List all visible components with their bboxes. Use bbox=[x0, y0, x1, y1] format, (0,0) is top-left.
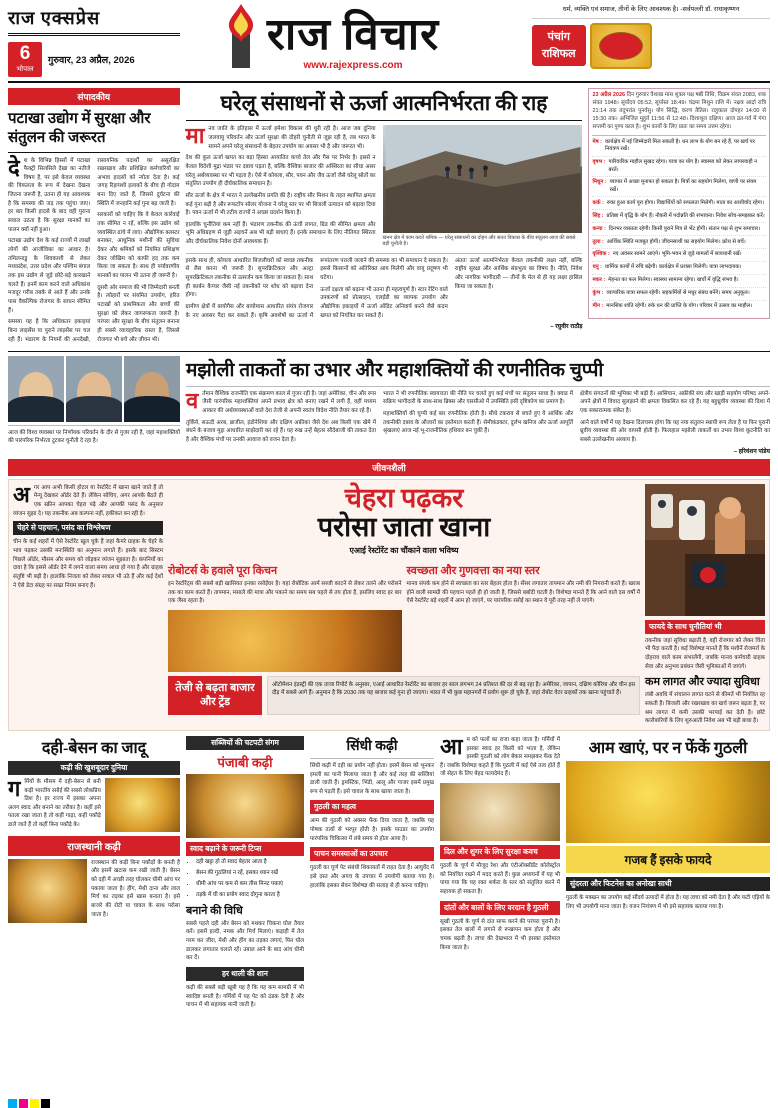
lead-continued bbox=[186, 257, 583, 321]
flame-logo-icon bbox=[218, 4, 264, 70]
food-body-1-text: र्मियों के मौसम में दही-बेसन से बनी कढ़ी भारतीय रसोई की सबसे लोकप्रिय डिश है। हर राज्य में इसका अपना अलग स्वाद और बनाने का तरीका है। कहीं इसे पतला रखा जाता है तो कहीं गाढ़ा, कहीं पकौड़े डाले जाते हैं तो कहीं बिना पकौड़े के। bbox=[8, 778, 101, 829]
mango-dropcap: आ bbox=[440, 733, 463, 759]
punjabi-kadhi-photo bbox=[186, 774, 304, 838]
robot-photo-art bbox=[645, 484, 765, 616]
lifestyle-col-a bbox=[168, 560, 402, 672]
panchang-label: पंचांग bbox=[547, 31, 570, 44]
food-tips-list bbox=[196, 858, 304, 900]
lifestyle-market-box: ऑटोमेशन इंडस्ट्री की एक ताजा रिपोर्ट के अनुसार, एआई आधारित रेस्टोरेंट का बाजार हर साल लगभग 24 प्रतिशत की दर से बढ़ रहा है। अमेरिका, जापान, दक्षिण कोरिया और चीन इस दौड़ में सबसे आगे हैं। अनुमान है कि 2030 तक यह बाजार कई गुना हो जाएगा। भारत में भी कुछ महानगरों में प्रयोग शुरू हो चुके हैं, जहां रोबोट वेटर ग्राहकों तक खाना पहुंचाते हैं। bbox=[267, 676, 640, 716]
lead-story-column bbox=[186, 88, 583, 346]
lead-photo bbox=[383, 125, 583, 233]
feature-para-1: र्तमान वैश्विक राजनीति एक संक्रमण काल से गुजर रही है। जहां अमेरिका, चीन और रूस जैसी पारंपरिक महाशक्तियां अपने प्रभाव क्षेत्र को बनाए रखने में लगी हैं, वहीं मध्यम आकार की अर्थव्यवस्थाओं वाले देश तेजी से अपनी स्वतंत्र विदेश नीति तैयार कर रहे हैं। bbox=[202, 390, 376, 414]
food-col1-row2 bbox=[8, 859, 180, 923]
editorial-para-2: पटाखा उद्योग देश के कई राज्यों में लाखों लोगों की आजीविका का आधार है। तमिलनाडु के शिवकाशी से लेकर मध्यप्रदेश, उत्तर प्रदेश और पश्चिम बंगाल तक इस उद्योग से जुड़े छोटे-बड़े कारखाने चलते हैं। इनमें काम करने वाले अधिकांश मजदूर गरीब तबके से आते हैं और उनके पास वैकल्पिक रोजगार के साधन सीमित हैं। bbox=[8, 238, 91, 314]
tip-item: • दही खट्टा हो तो स्वाद बेहतर आता है bbox=[196, 858, 304, 867]
divider bbox=[8, 152, 180, 153]
divider bbox=[8, 425, 180, 426]
lead-right-col bbox=[383, 125, 583, 250]
leaders-photo bbox=[8, 356, 180, 422]
feature-para-5: क्षेत्रीय संगठनों की भूमिका भी बढ़ी है। आसियान, अफ्रीकी संघ और खाड़ी सहयोग परिषद अपने-अपने क्षेत्रों में विवाद सुलझाने की क्षमता विकसित कर रहे हैं। यह बहुध्रुवीय व्यवस्था की दिशा में एक सकारात्मक संकेत है। bbox=[580, 390, 770, 414]
beauty-head: सुंदरता और फिटनेस का अनोखा साथी bbox=[566, 877, 770, 891]
food-tips-head: स्वाद बढ़ाने के जरूरी टिप्स bbox=[186, 842, 304, 856]
feature-para-6: आने वाले वर्षों में यह देखना दिलचस्प होगा कि यह नया संतुलन स्थायी रूप लेता है या फिर पुरानी ध्रुवीय व्यवस्था की ओर वापसी होती है। फिलहाल मझोली ताकतों का उभार विश्व कूटनीति का सबसे उल्लेखनीय अध्याय है। bbox=[580, 419, 770, 443]
masthead-center bbox=[180, 6, 526, 77]
lead-para-8: अंततः ऊर्जा आत्मनिर्भरता केवल तकनीकी लक्ष्य नहीं, बल्कि राष्ट्रीय सुरक्षा और आर्थिक संप्रभुता का विषय है। नीति, निवेश और नागरिक भागीदारी — तीनों के मेल से ही यह लक्ष्य हासिल किया जा सकता है। bbox=[454, 257, 583, 290]
food-section bbox=[8, 733, 770, 1010]
tip-item: • तड़के में घी का प्रयोग स्वाद दोगुना करता है bbox=[196, 891, 304, 900]
lifestyle-mid-head-2: स्वच्छता और गुणवत्ता का नया स्तर bbox=[406, 564, 540, 577]
lead-para-2: देश की कुल ऊर्जा खपत का बड़ा हिस्सा आयातित कच्चे तेल और गैस पर निर्भर है। इससे न केवल विदेशी मुद्रा भंडार पर दबाव पड़ता है, बल्कि वैश्विक बाजार की अस्थिरता का सीधा असर घरेलू अर्थव्यवस्था पर भी पड़ता है। ऐसे में कोयला, सौर, पवन और जैव ऊर्जा जैसे घरेलू स्रोतों का संतुलित उपयोग ही दीर्घकालिक समाधान है। bbox=[185, 155, 376, 188]
main-grid bbox=[8, 88, 770, 346]
rashi-row: मकर : मेहनत का फल मिलेगा। स्वास्थ्य सामान्य रहेगा। खर्चों में वृद्धि संभव है। bbox=[592, 277, 766, 287]
mango-intro-text: म को फलों का राजा कहा जाता है। गर्मियों में इसका स्वाद हर किसी को भाता है, लेकिन इसकी गुठली को लोग बेकार समझकर फेंक देते हैं। जबकि विशेषज्ञ कहते हैं कि गुठली में कई ऐसे तत्व होते हैं जो सेहत के लिए बेहद फायदेमंद हैं। bbox=[440, 736, 560, 778]
lead-headline: घरेलू संसाधनों से ऊर्जा आत्मनिर्भरता की राह bbox=[220, 91, 548, 115]
lifestyle-right-head: फायदे के साथ चुनौतियां भी bbox=[645, 620, 765, 634]
divider bbox=[592, 135, 766, 136]
rashi-row: वृषभ : पारिवारिक माहौल सुखद रहेगा। यात्रा का योग है। स्वास्थ्य को लेकर लापरवाही न बरतें। bbox=[592, 159, 766, 177]
food-note-body: कढ़ी की सबसे बड़ी खूबी यह है कि यह कम सामग्री में भी स्वादिष्ट बनती है। गर्मियों में यह पेट को ठंडक देती है और पाचन में भी सहायक मानी जाती है। bbox=[186, 984, 304, 1009]
lifestyle-right-body-1: तकनीक जहां सुविधा बढ़ाती है, वहीं रोजगार को लेकर चिंता भी पैदा करती है। कई विशेषज्ञ मानते हैं कि मशीनें रोजमर्रा के दोहराव वाले काम संभालेंगी, जबकि मानव कर्मचारी ग्राहक सेवा और अनुभव प्रबंधन जैसी भूमिकाओं में जाएंगे। bbox=[645, 637, 765, 670]
food-title-1: दही-बेसन का जादू bbox=[41, 739, 147, 757]
food-sub-1: राजस्थानी कढ़ी bbox=[8, 836, 180, 856]
heart-sugar-body: गुठली के चूर्ण में मौजूद रेशा और एंटीऑक्सीडेंट कोलेस्ट्रॉल को नियंत्रित रखने में मदद करते हैं। कुछ अध्ययनों में यह भी पाया गया कि यह रक्त शर्करा के स्तर को संतुलित करने में सहायक हो सकता है। bbox=[440, 863, 560, 896]
masthead-rule bbox=[8, 33, 180, 36]
lead-para-5: इसके साथ ही, कोयला आधारित बिजलीघरों को स्वच्छ तकनीक से लैस करना भी जरूरी है। सुपरक्रिटिकल और अल्ट्रा सुपरक्रिटिकल तकनीक से उत्सर्जन कम किया जा सकता है। साथ ही कार्बन कैप्चर जैसी नई तकनीकों पर शोध को बढ़ावा देना होगा। bbox=[185, 257, 314, 299]
publication-name: राज एक्सप्रेस bbox=[8, 8, 101, 28]
panchang-block bbox=[532, 23, 770, 69]
digestion-head: पाचन समस्याओं का उपचार bbox=[310, 847, 434, 861]
editorial-para-1: श के विभिन्न हिस्सों में पटाखा फैक्ट्री सिलसिले देखा का नतीजे विषय है, पर इसे केवल व्यवस्था की विफलता के रूप में देखना देखना जितना जरूरी है, उतना ही यह आवश्यक है कि समस्या की जड़ तक पहुंचा जाए। हर बार किसी हादसे के बाद वही पुराना सवाल उठता है कि सुरक्षा मानकों का पालन क्यों नहीं हुआ। bbox=[8, 157, 91, 233]
lifestyle-right bbox=[645, 484, 765, 726]
rashi-row: मेष : कार्यक्षेत्र में नई जिम्मेदारी मिल सकती है। धन लाभ के योग बन रहे हैं, पर खर्च पर नियंत्रण रखें। bbox=[592, 139, 766, 157]
editorial-para-5: दूसरी ओर समाज की भी जिम्मेदारी बनती है। त्योहारों पर संयमित उपयोग, हरित पटाखों को प्राथमिकता और बच्चों की सुरक्षा को लेकर जागरूकता जरूरी है। परंपरा और सुरक्षा के बीच संतुलन बनाना ही सबसे व्यावहारिक रास्ता है, जिससे रोजगार भी बचे और जीवन भी। bbox=[97, 284, 180, 343]
food-col1-row bbox=[8, 775, 180, 833]
lifestyle-col-b bbox=[407, 560, 641, 672]
editorial-dropcap: दे bbox=[8, 154, 20, 180]
panchang-rail bbox=[588, 88, 770, 346]
seed-head: गुठली का महत्व bbox=[310, 800, 434, 814]
robot-restaurant-photo bbox=[645, 484, 765, 616]
feature-caption: आज की विश्व व्यवस्था पर निर्णायक परिवर्तन के दौर से गुजर रही है, जहां महाशक्तियों की पारंपरिक निर्भरता टूटकर चुनौती दे रहा है। bbox=[8, 429, 180, 445]
lifestyle-intro-text: गर आप अभी किसी होटल या रेस्टोरेंट में खाना खाने जाते हैं तो मेन्यू देखकर ऑर्डर देते हैं। लेकिन सोचिए, अगर आपके बैठते ही एक स्क्रीन आपका चेहरा पढ़े और आपकी पसंद के अनुसार व्यंजन सुझा दे। यह तकनीक अब कल्पना नहीं, हकीकत बन रही है। bbox=[13, 484, 163, 517]
lead-photo-art bbox=[383, 125, 583, 233]
mango-photo bbox=[566, 761, 770, 843]
editorial-headline: पटाखा उद्योग में सुरक्षा और संतुलन की जरूरत bbox=[8, 111, 151, 146]
food-col-3 bbox=[310, 736, 434, 1010]
feature-byline: – हरिवंशन पांडेय bbox=[733, 448, 770, 455]
panchang-box bbox=[588, 88, 770, 319]
feature-text-col bbox=[186, 356, 770, 455]
rashifal-list bbox=[592, 139, 766, 313]
mango-seed-photo bbox=[440, 783, 560, 841]
rajasthani-kadhi-photo bbox=[8, 859, 87, 923]
rashi-row: कुंभ : व्यापारिक यात्रा सफल रहेगी। सहकर्मियों से मधुर संबंध बनेंगे। समय अनुकूल। bbox=[592, 290, 766, 300]
lead-body-wrap bbox=[186, 125, 583, 250]
lifestyle-mid-body-1: इन रेस्टोरेंट्स की सबसे बड़ी खासियत इनका रसोईघर है। यहां रोबोटिक आर्म सब्जी काटने से लेकर तलने और परोसने तक का काम करते हैं। तापमान, मसाले की मात्रा और पकाने का समय सब पहले से तय होता है, इसलिए स्वाद हर बार एक जैसा रहता है। bbox=[168, 580, 402, 605]
lifestyle-center-grid bbox=[168, 560, 640, 672]
lifestyle-subtitle: एआई रेस्टोरेंट का चौंकाने वाला भविष्य bbox=[349, 545, 459, 555]
mango-intro bbox=[440, 733, 560, 779]
rashi-row: कर्क : रुका हुआ कार्य पूरा होगा। विद्यार्थियों को सफलता मिलेगी। माता का आशीर्वाद रहेगा। bbox=[592, 200, 766, 210]
lead-byline: – रघुवीर राठौड़ bbox=[550, 324, 583, 331]
food-title-2: पंजाबी कढ़ी bbox=[217, 754, 273, 770]
masthead-left bbox=[8, 6, 180, 77]
editorial-tag: संपादकीय bbox=[8, 88, 180, 105]
rashi-row: धनु : धार्मिक कार्यों में रुचि बढ़ेगी। कार्यक्षेत्र में प्रशंसा मिलेगी। यात्रा लाभदायक। bbox=[592, 264, 766, 274]
rashi-row: तुला : आर्थिक स्थिति मजबूत होगी। जीवनसाथी का सहयोग मिलेगा। क्रोध से बचें। bbox=[592, 239, 766, 249]
panchang-buttons[interactable] bbox=[532, 25, 586, 66]
divider bbox=[186, 253, 583, 254]
seed-body: आम की गुठली को अक्सर फेंक दिया जाता है, जबकि यह पोषक तत्वों से भरपूर होती है। इसके पाउडर का उपयोग पारंपरिक चिकित्सा में लंबे समय से होता आया है। bbox=[310, 818, 434, 842]
mango-title: आम खाएं, पर न फेंकें गुठली bbox=[588, 739, 748, 757]
lead-dropcap: मा bbox=[185, 123, 205, 149]
tip-item: • बेसन की गुठलियां न रहें, इसका ध्यान रखें bbox=[196, 869, 304, 878]
editorial-para-3: समस्या यह है कि अधिकतर इकाइयां बिना लाइसेंस या पुराने लाइसेंस पर चल रही हैं। भंडारण के नियमों की अनदेखी, रासायनिक पदार्थों का असुरक्षित रखरखाव और प्रशिक्षित कर्मचारियों का अभाव हादसों को न्योता देता है। कई जगह रिहायशी इलाकों के बीच ही गोदाम बना दिए जाते हैं, जिससे दुर्घटना की स्थिति में जनहानि कई गुना बढ़ जाती है। bbox=[8, 157, 180, 343]
lifestyle-intro bbox=[13, 481, 163, 519]
teeth-hair-head: दांतों और बालों के लिए वरदान है गुठली bbox=[440, 901, 560, 915]
issue-date: गुरुवार, 23 अप्रैल, 2026 bbox=[48, 55, 135, 66]
lead-para-1: नव जाति के इतिहास में ऊर्जा हमेशा विकास की धुरी रही है। आज जब दुनिया जलवायु परिवर्तन और ऊर्जा सुरक्षा की दोहरी चुनौती से जूझ रही है, तब भारत के सामने अपने घरेलू संसाधनों के बेहतर उपयोग का अवसर भी है और जरूरत भी। bbox=[208, 126, 376, 150]
lifestyle-right-body-2: लंबी अवधि में संचालन लागत घटने से कीमतें भी नियंत्रित रह सकती हैं। बिजली और रखरखाव का खर्च जरूर बढ़ता है, पर श्रम लागत में कमी उसकी भरपाई कर देती है। छोटे कारोबारियों के लिए शुरुआती निवेश अब भी बड़ी बाधा है। bbox=[645, 692, 765, 725]
masthead-quote: धर्म, व्यक्ति एवं समाज, तीनों के लिए आवश्यक है। -सर्वपल्ली डॉ. राधाकृष्णन bbox=[532, 6, 770, 19]
beauty-body: गुठली के मक्खन का उपयोग कई सौंदर्य उत्पादों में होता है। यह त्वचा को नमी देता है और फटी एड़ियों के लिए भी उपयोगी माना जाता है। वजन नियंत्रण में भी इसे सहायक बताया गया है। bbox=[566, 894, 770, 910]
rashi-row: वृश्चिक : नए अवसर सामने आएंगे। भूमि-भवन से जुड़े मामलों में सावधानी रखें। bbox=[592, 251, 766, 261]
lifestyle-note-row bbox=[168, 676, 640, 716]
panchang-emblem-icon bbox=[590, 23, 652, 69]
food-col-5 bbox=[566, 736, 770, 1010]
food-img-wrap-2 bbox=[8, 859, 87, 923]
food-photo bbox=[168, 610, 402, 672]
editorial-para-4: सरकारों को चाहिए कि वे केवल कार्रवाई तक सीमित न रहें, बल्कि इस उद्योग को व्यवस्थित ढांचे में लाएं। औद्योगिक क्लस्टर बनाकर, आधुनिक मशीनों की सुविधा देकर और श्रमिकों को नियमित प्रशिक्षण देकर जोखिम को काफी हद तक कम किया जा सकता है। साथ ही पर्यावरणीय मानकों का पालन भी उतना ही जरूरी है। bbox=[97, 212, 180, 280]
lead-left-col bbox=[186, 125, 376, 250]
masthead-right bbox=[526, 6, 770, 77]
food-body-2: राजस्थान की कढ़ी बिना पकौड़ों के बनती है और इसमें खटास कम रखी जाती है। बेसन को दही में अच्छी तरह घोलकर धीमी आंच पर पकाया जाता है। हींग, मेथी दाना और लाल मिर्च का तड़का इसे खास बनाता है। इसे बाजरे की रोटी या चावल के साथ परोसा जाता है। bbox=[91, 859, 180, 918]
lead-photo-caption: खनन क्षेत्र में काम करते श्रमिक — घरेलू संसाधनों का दोहन और सतत विकास के बीच संतुलन आज की सबसे बड़ी चुनौती है। bbox=[382, 235, 576, 248]
rashi-row: कन्या : दिनभर व्यस्तता रहेगी। किसी पुराने मित्र से भेंट होगी। संतान पक्ष से शुभ समाचार। bbox=[592, 226, 766, 236]
lead-para-6: ग्रामीण क्षेत्रों में बायोगैस और बायोमास आधारित संयंत्र रोजगार के नए अवसर पैदा कर सकते हैं। कृषि अवशेषों का ऊर्जा में रूपांतरण पराली जलाने की समस्या का भी समाधान दे सकता है। इससे किसानों को अतिरिक्त आय मिलेगी और वायु प्रदूषण भी घटेगा। bbox=[185, 257, 448, 319]
feature-para-2: तुर्किये, सऊदी अरब, ब्राजील, इंडोनेशिया और दक्षिण अफ्रीका जैसे देश अब किसी एक खेमे में बंधने के बजाय मुद्दा आधारित साझेदारी कर रहे हैं। यह रुख उन्हें बेहतर सौदेबाजी की ताकत देता है और वैश्विक मंचों पर उनकी आवाज को वजन देता है। bbox=[186, 419, 376, 443]
date-box bbox=[8, 42, 42, 77]
masthead bbox=[8, 6, 770, 83]
teeth-hair-body: सूखी गुठली के चूर्ण से दांत साफ करने की परंपरा पुरानी है। इसका तेल बालों में लगाने से रूखापन कम होता है और चमक बढ़ती है। त्वचा की देखभाल में भी इसका इस्तेमाल किया जाता है। bbox=[440, 918, 560, 951]
leader-photo-1 bbox=[8, 356, 64, 422]
cmyk-registration-marks bbox=[8, 1099, 50, 1108]
divider bbox=[186, 120, 583, 121]
food-method-head: बनाने की विधि bbox=[186, 904, 243, 917]
food-body-3: सिंधी कढ़ी में दही का प्रयोग नहीं होता। इसमें बेसन को भूनकर इमली का पानी मिलाया जाता है और कई तरह की सब्जियां डाली जाती हैं। ड्रमस्टिक, भिंडी, आलू और गाजर इसमें प्रमुख रूप से पड़ती हैं। इसे चावल के साथ खाया जाता है। bbox=[310, 762, 434, 795]
food-col-1 bbox=[8, 736, 180, 1010]
lifestyle-left bbox=[13, 481, 163, 726]
lifestyle-note-red: तेजी से बढ़ता बाजार और ट्रेंड bbox=[168, 676, 262, 716]
mango-benefits-badge: गजब हैं इसके फायदे bbox=[566, 846, 770, 873]
rashi-row: मीन : मानसिक शांति रहेगी। रुके धन की प्राप्ति के योग। परिवार में उत्सव का माहौल। bbox=[592, 303, 753, 310]
food-col-4 bbox=[440, 733, 560, 1010]
rashi-row: मिथुन : व्यापार में अच्छा मुनाफा हो सकता है। मित्रों का सहयोग मिलेगा, वाणी पर संयम रखें। bbox=[592, 179, 766, 197]
lifestyle-center bbox=[168, 484, 640, 726]
divider bbox=[186, 386, 770, 387]
leader-photo-3 bbox=[124, 356, 180, 422]
editorial-body bbox=[8, 154, 180, 346]
rashi-row: सिंह : प्रतिष्ठा में वृद्धि के योग हैं। नौकरी में पदोन्नति की संभावना। निवेश सोच-समझकर करें। bbox=[592, 213, 766, 223]
feature-photo-col bbox=[8, 356, 180, 455]
kadhi-photo bbox=[105, 778, 180, 832]
rashifal-label: राशिफल bbox=[542, 47, 576, 60]
feature-dropcap: व bbox=[186, 387, 199, 413]
food-dropcap-1: ग bbox=[8, 775, 21, 801]
lead-para-7: ऊर्जा दक्षता को बढ़ाना भी उतना ही महत्वपूर्ण है। स्टार रेटिंग वाले उपकरणों को प्रोत्साहन, एलईडी का व्यापक उपयोग और औद्योगिक इकाइयों में ऊर्जा ऑडिट अनिवार्य करने जैसे कदम खपत को नियंत्रित कर सकते हैं। bbox=[320, 286, 448, 319]
lifestyle-right-head-2: कम लागत और ज्यादा सुविधा bbox=[645, 676, 760, 689]
feature-para-3: भारत ने भी रणनीतिक स्वायत्तता की नीति पर चलते हुए कई मंचों पर संतुलन साधा है। क्वाड में सक्रिय भागीदारी के साथ-साथ ब्रिक्स और एससीओ में उपस्थिति इसी दृष्टिकोण का प्रमाण है। bbox=[383, 390, 573, 406]
food-bar-1: कढ़ी की खुशबूदार दुनिया bbox=[8, 761, 180, 775]
page-number: 6 bbox=[19, 43, 31, 64]
divider bbox=[310, 758, 434, 759]
panchang-details: 23 अप्रैल 2026 दिन गुरुवार वैशाख मास शुक्ल पक्ष षष्ठी तिथि, विक्रम संवत 2083, शक संवत 1948। सूर्योदय 05:52, सूर्यास्त 18:49। चंद्रमा मिथुन राशि में। नक्षत्र आर्द्रा रात्रि 21:14 तक तदुपरांत पुनर्वसु। योग सिद्धि, करण तैतिल। राहुकाल दोपहर 14:00 से 15:30 तक। अभिजित मुहूर्त 11:56 से 12:48। दिशाशूल दक्षिण। आज व्रत-पर्व में गंगा सप्तमी का पुण्य काल है। शुभ कार्यों के लिए प्रातः का समय उत्तम रहेगा। bbox=[592, 92, 766, 130]
page-title: राज विचार bbox=[266, 10, 440, 59]
lead-para-3: सौर ऊर्जा के क्षेत्र में भारत ने उल्लेखनीय प्रगति की है। राष्ट्रीय सौर मिशन के तहत स्थापित क्षमता कई गुना बढ़ी है और रूफटॉप सोलर योजना ने घरेलू स्तर पर भी बिजली उत्पादन को बढ़ावा दिया है। पवन ऊर्जा में भी तटीय राज्यों ने अच्छा प्रदर्शन किया है। bbox=[185, 192, 376, 217]
food-note-head: हर थाली की शान bbox=[186, 967, 304, 981]
lifestyle-left-body: चीन के कई शहरों में ऐसे रेस्टोरेंट खुल चुके हैं जहां कैमरे ग्राहक के चेहरे के भाव पढ़कर उसकी मनःस्थिति का अनुमान लगाते हैं। इसके बाद सिस्टम पिछले ऑर्डर, मौसम और समय को जोड़कर व्यंजन सुझाता है। कंपनियों का दावा है कि इससे ऑर्डर देने में लगने वाला समय आधा हो गया है और ग्राहक संतुष्टि भी बढ़ी है। हालांकि निजता को लेकर सवाल भी उठे हैं और कई देशों ने ऐसे डेटा संग्रह पर सख्त नियम बनाए हैं। bbox=[13, 539, 163, 589]
edition-city: भोपाल bbox=[16, 66, 34, 73]
food-col-2 bbox=[186, 736, 304, 1010]
lifestyle-title-2: परोसा जाता खाना bbox=[317, 511, 491, 542]
lifestyle-band bbox=[8, 479, 770, 731]
feature-para-4: महाशक्तियों की चुप्पी कई बार रणनीतिक होती है। सीधे टकराव से बचते हुए वे आर्थिक और तकनीकी दबाव के औजारों का इस्तेमाल करती हैं। सेमीकंडक्टर, दुर्लभ खनिज और ऊर्जा आपूर्ति श्रृंखलाएं आज नई भू-राजनीतिक हथियार बन चुकी हैं। bbox=[383, 410, 573, 435]
food-method-body: सबसे पहले दही और बेसन को मथकर चिकना घोल तैयार करें। इसमें हल्दी, नमक और मिर्च मिलाएं। कड़ाही में तेल गरम कर जीरा, मेथी और हींग का तड़का लगाएं, फिर घोल डालकर लगातार चलाते रहें। उबाल आने के बाद आंच धीमी कर दें। bbox=[186, 920, 304, 962]
feature-band bbox=[8, 351, 770, 455]
food-img-wrap-1 bbox=[105, 778, 180, 833]
food-title-3: सिंधी कढ़ी bbox=[346, 738, 398, 754]
lifestyle-dropcap: अ bbox=[13, 481, 30, 507]
food-bar-2: सब्जियों की चटपटी संगम bbox=[186, 736, 304, 750]
lifestyle-title-1: चेहरा पढ़कर bbox=[344, 482, 464, 513]
feature-body bbox=[186, 387, 770, 445]
heart-sugar-head: दिल और शुगर के लिए सुरक्षा कवच bbox=[440, 845, 560, 859]
food-body-1 bbox=[8, 775, 101, 833]
lead-para-4: हालांकि चुनौतियां कम नहीं हैं। भंडारण तकनीक की ऊंची लागत, ग्रिड की सीमित क्षमता और भूमि अधिग्रहण से जुड़ी अड़चनें अब भी बड़ी बाधाएं हैं। इनके समाधान के लिए नीतिगत स्थिरता और दीर्घकालिक निवेश दोनों आवश्यक हैं। bbox=[185, 221, 376, 246]
lifestyle-tag: जीवनशैली bbox=[8, 459, 770, 476]
website-url[interactable]: www.rajexpress.com bbox=[303, 60, 403, 71]
lifestyle-mid-head-1: रोबोटर्स के हवाले पूरा किचन bbox=[168, 564, 278, 577]
editorial-column bbox=[8, 88, 180, 346]
leader-photo-2 bbox=[66, 356, 122, 422]
tip-item: • धीमी आंच पर कम से कम तीस मिनट पकाएं bbox=[196, 880, 304, 889]
digestion-body: गुठली का चूर्ण पेट संबंधी शिकायतों में राहत देता है। आयुर्वेद में इसे दस्त और अपच के उपचार में उपयोगी बताया गया है। हालांकि इसका सेवन विशेषज्ञ की सलाह से ही करना चाहिए। bbox=[310, 865, 434, 889]
feature-headline: मझोली ताकतों का उभार और महाशक्तियों की रणनीतिक चुप्पी bbox=[186, 359, 604, 381]
dateline bbox=[8, 42, 180, 77]
lifestyle-left-head: चेहरे से पहचान, पसंद का विश्लेषण bbox=[13, 521, 163, 535]
lifestyle-mid-body-2: मानव संपर्क कम होने से स्वच्छता का स्तर बेहतर होता है। सेंसर लगातार तापमान और नमी की निगरानी करते हैं। खराब होने वाली सामग्री की पहचान पहले ही हो जाती है, जिससे बर्बादी घटती है। विशेषज्ञ मानते हैं कि आने वाले दस वर्षों में ऐसे रेस्टोरेंट बड़े शहरों में आम हो जाएंगे, पर पारंपरिक रसोई का स्थान वे पूरी तरह नहीं ले पाएंगे। bbox=[406, 580, 640, 605]
